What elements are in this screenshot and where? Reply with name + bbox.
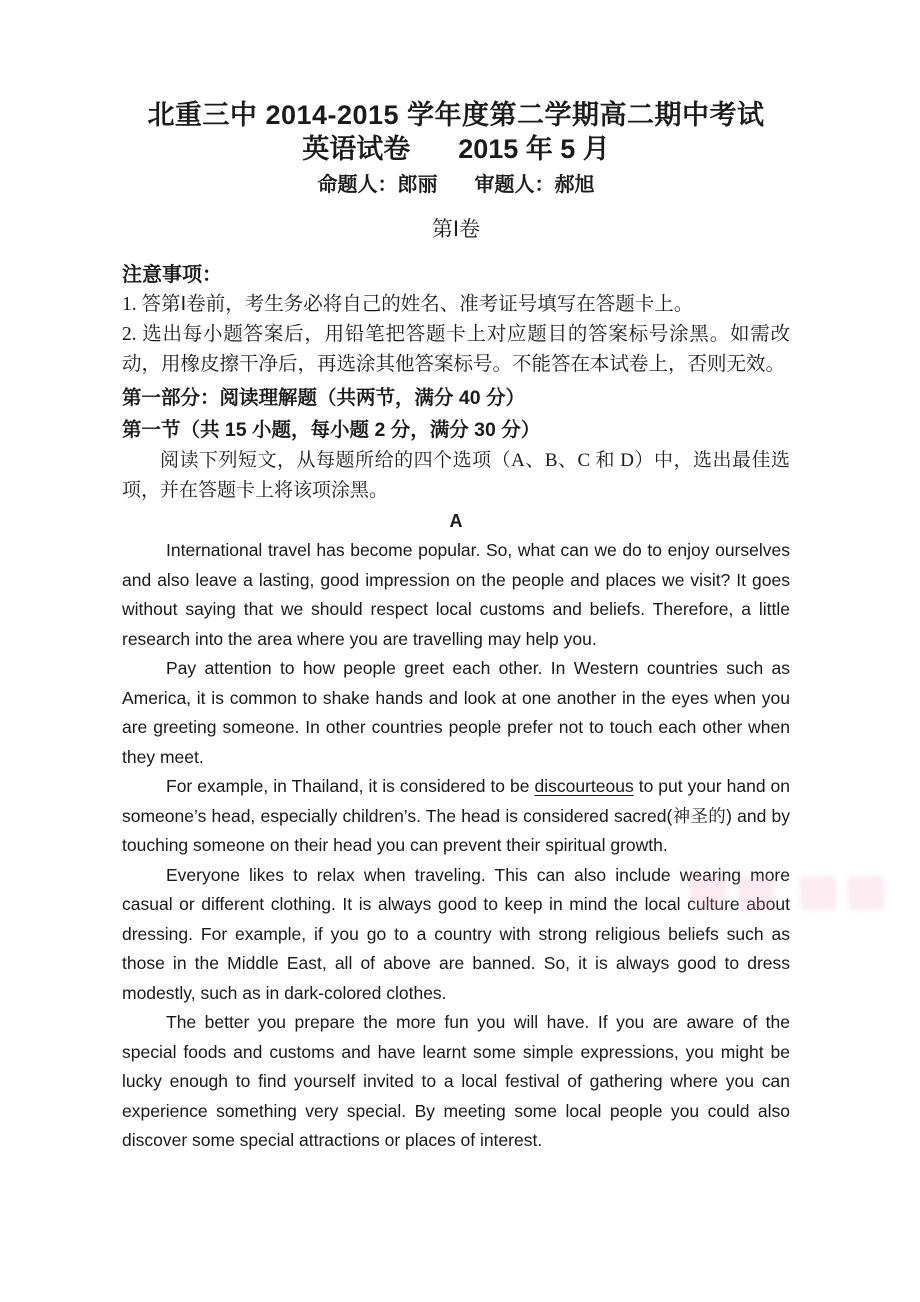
paragraph-3-text-before: For example, in Thailand, it is considered to be xyxy=(166,776,535,796)
reading-instructions: 阅读下列短文，从每题所给的四个选项（A、B、C 和 D）中，选出最佳选项，并在答题卡上将该项涂黑。 xyxy=(122,450,790,501)
exam-title: 北重三中 2014-2015 学年度第二学期高二期中考试 xyxy=(147,100,765,130)
passage-paragraph-2: Pay attention to how people greet each other. In Western countries such as America, it is common to shake hands and look at one another in the eyes when you are greeting someone. In other countries people prefer not to touch each other when they meet. xyxy=(122,658,790,767)
passage-paragraph-5: The better you prepare the more fun you will have. If you are aware of the special foods and customs and have learnt some simple expressions, you might be lucky enough to find yourself invited to a local festival of gathering where you can experience something very special. By meeting some local people you could also discover some special attractions or places of interest. xyxy=(122,1012,790,1150)
question-reviewer: 审题人：郝旭 xyxy=(474,174,595,196)
watermark-blob xyxy=(847,875,884,910)
byline-row xyxy=(122,170,790,200)
exam-subtitle-row xyxy=(122,132,790,166)
volume-heading: 第Ⅰ卷 xyxy=(431,217,481,241)
paragraph-3-text-after: to put your hand on someone’s head, especially children’s. The head is considered sacred(神圣的) and by touching someone on their head you can prevent their spiritual growth. xyxy=(122,776,791,855)
notice-heading: 注意事项： xyxy=(122,264,222,286)
passage-a-label: A xyxy=(449,511,463,531)
part-one-heading: 第一部分：阅读理解题（共两节，满分 40 分） xyxy=(122,387,526,409)
watermark-blob xyxy=(799,875,836,910)
notice-item-1: 1. 答第Ⅰ卷前，考生务必将自己的姓名、准考证号填写在答题卡上。 xyxy=(122,294,694,315)
passage-paragraph-4: Everyone likes to relax when traveling. This can also include wearing more casual or different clothing. It is always good to keep in mind the local culture about dressing. For example, if you go to a country with strong religious beliefs such as those in the Middle East, all of above are banned. So, it is always good to dress modestly, such as in dark-colored clothes. xyxy=(122,864,790,1003)
underlined-word-discourteous: discourteous xyxy=(534,776,634,796)
notice-item-2: 2. 选出每小题答案后，用铅笔把答题卡上对应题目的答案标号涂黑。如需改动，用橡皮擦干净后，再选涂其他答案标号。不能答在本试卷上，否则无效。 xyxy=(122,324,790,375)
section-one-heading: 第一节（共 15 小题，每小题 2 分，满分 30 分） xyxy=(122,419,541,441)
passage-paragraph-1: International travel has become popular. So, what can we do to enjoy ourselves and also leave a lasting, good impression on the people and places we visit? It goes without saying that we should respect local customs and beliefs. Therefore, a little research into the area where you are travelling may help you. xyxy=(122,540,790,649)
passage-paragraph-3 xyxy=(122,772,790,861)
exam-subject: 英语试卷 xyxy=(302,134,411,164)
question-setter: 命题人：郎丽 xyxy=(317,174,438,196)
exam-date: 2015 年 5 月 xyxy=(458,134,610,164)
